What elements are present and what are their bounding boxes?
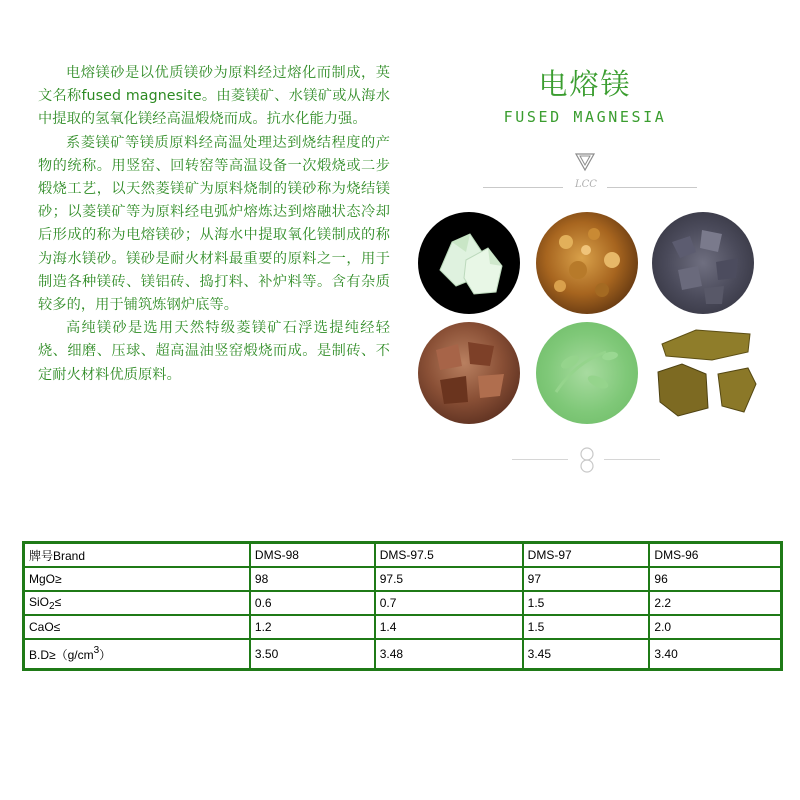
table-row-label: MgO≥ [24,567,250,591]
photo-grey-stones [652,212,754,314]
table-cell: 97.5 [375,567,523,591]
table-header-cell: 牌号Brand [24,543,250,568]
table-header-row [24,543,782,568]
table-cell: 3.48 [375,639,523,670]
photo-red-brown-stones [418,322,520,424]
spec-table [22,541,783,671]
photo-olive-rocks [652,316,762,426]
table-row-label: $B.D\ge(g/cm^3)$ [24,639,250,670]
table-row [24,615,782,639]
table-row [24,567,782,591]
table-cell: 1.5 [523,591,650,615]
intro-paragraph-1: 电熔镁砂是以优质镁砂为原料经过熔化而制成，英文名称fused magnesite。由菱镁矿、水镁矿或从海水中提取的氢氧化镁经高温煅烧而成。抗水化能力强。 [38,65,390,128]
table-cell: 0.7 [375,591,523,615]
table-row-label: SiO$_2$≤ [24,591,250,615]
intro-text [38,62,390,387]
table-header-cell: DMS-97 [523,543,650,568]
photo-brown-granules [536,212,638,314]
photo-green-leaf-pattern [536,322,638,424]
divider-left [483,187,563,188]
table-row [24,639,782,670]
table-cell: 98 [250,567,375,591]
table-row [24,591,782,615]
table-header-cell: DMS-97.5 [375,543,523,568]
table-cell: 1.4 [375,615,523,639]
table-cell: 3.50 [250,639,375,670]
divider-right [607,187,697,188]
product-title: 电熔镁 [538,67,632,101]
photo-white-crystal [418,212,520,314]
table-header-cell: DMS-98 [250,543,375,568]
table-cell: 96 [649,567,781,591]
table-cell: 3.45 [523,639,650,670]
triangle-ornament-icon [574,150,596,172]
table-cell: 2.2 [649,591,781,615]
table-cell: 2.0 [649,615,781,639]
ornament-line-left [512,459,568,460]
table-cell: 1.2 [250,615,375,639]
intro-paragraph-3: 高纯镁砂是选用天然特级菱镁矿石浮选提纯经轻烧、细磨、压球、超高温油竖窑煅烧而成。是制砖、不定耐火材料优质原料。 [38,320,390,383]
divider-label: LCC [575,179,597,190]
table-cell: 97 [523,567,650,591]
infinity-ornament-icon [576,446,598,474]
intro-paragraph-2: 系菱镁矿等镁质原料经高温处理达到烧结程度的产物的统称。用竖窑、回转窑等高温设备一次煅烧或二步煅烧工艺，以天然菱镁矿为原料烧制的镁砂称为烧结镁砂；以菱镁矿等为原料经电弧炉熔炼达到熔融状态冷却后形成的称为电熔镁砂；从海水中提取氧化镁制成的称为海水镁砂。镁砂是耐火材料最重要的原料之一，用于制造各种镁砖、镁铝砖、捣打料、补炉料等。含有杂质较多的，用于铺筑炼钢炉底等。 [38,134,390,314]
table-cell: 0.6 [250,591,375,615]
table-row-label: CaO≤ [24,615,250,639]
product-subtitle: FUSED MAGNESIA [503,108,667,126]
table-cell: 3.40 [649,639,781,670]
table-header-cell: DMS-96 [649,543,781,568]
ornament-line-right [604,459,660,460]
table-cell: 1.5 [523,615,650,639]
